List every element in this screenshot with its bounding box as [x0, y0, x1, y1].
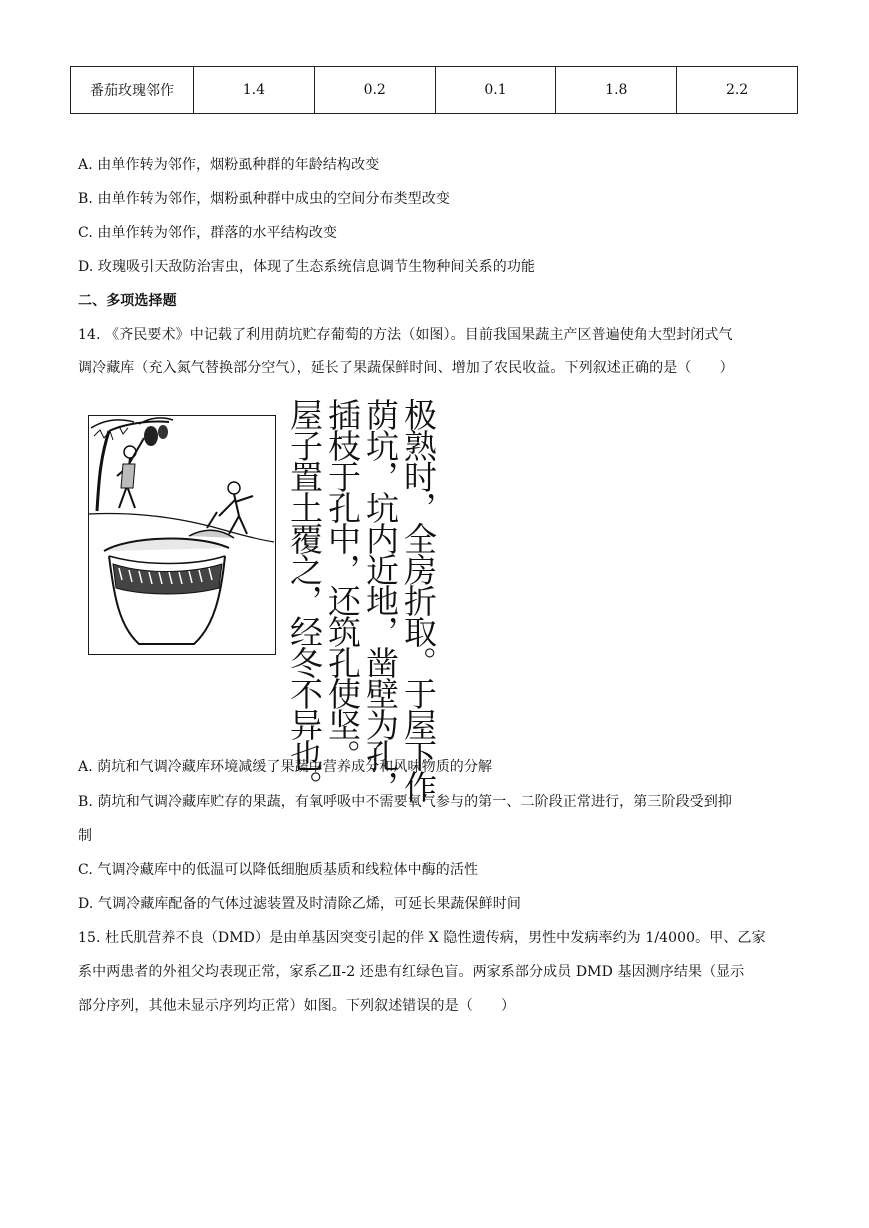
figure-text-column-1: 极熟时，全房折取。于屋下作	[399, 398, 438, 801]
table-cell-label: 番茄玫瑰邻作	[71, 67, 194, 114]
figure-text-column-2: 荫坑，坑内近地，凿壁为孔，	[361, 398, 400, 801]
section-title: 二、多项选择题	[78, 293, 177, 309]
figure-text-column-3: 插枝于孔中，还筑孔使坚。	[323, 398, 362, 770]
figure-caption-vertical-text	[282, 398, 442, 801]
q14-stem-line1: 14. 《齐民要术》中记载了利用荫坑贮存葡萄的方法（如图）。目前我国果蔬主产区普遍使角大型封闭式气	[78, 327, 733, 343]
illustration-drawing	[89, 416, 274, 653]
q13-option-d: D. 玫瑰吸引天敌防治害虫，体现了生态系统信息调节生物种间关系的功能	[78, 259, 536, 275]
q14-stem-line2: 调冷藏库（充入氮气替换部分空气），延长了果蔬保鲜时间、增加了农民收益。下列叙述正确的是（ ）	[78, 360, 734, 376]
q13-option-c: C. 由单作转为邻作，群落的水平结构改变	[78, 225, 338, 241]
q15-stem-line2: 系中两患者的外祖父均表现正常，家系乙Ⅱ-2 还患有红绿色盲。两家系部分成员 DMD 基因测序结果（显示	[78, 964, 745, 980]
q13-option-a: A. 由单作转为邻作，烟粉虱种群的年龄结构改变	[78, 157, 380, 173]
data-table	[70, 66, 798, 114]
table-cell: 1.4	[194, 67, 315, 114]
table-cell: 1.8	[556, 67, 677, 114]
table-cell: 0.1	[435, 67, 556, 114]
figure-text-column-4: 屋子置土覆之，经冬不异也。	[285, 398, 324, 801]
q14-option-d: D. 气调冷藏库配备的气体过滤装置及时清除乙烯，可延长果蔬保鲜时间	[78, 896, 521, 912]
q14-option-b-line2: 制	[78, 828, 93, 844]
q13-option-b: B. 由单作转为邻作，烟粉虱种群中成虫的空间分布类型改变	[78, 191, 450, 207]
pit-storage-illustration	[88, 415, 276, 655]
table-cell: 0.2	[314, 67, 435, 114]
q14-option-a: A. 荫坑和气调冷藏库环境减缓了果蔬中营养成分和风味物质的分解	[78, 759, 493, 775]
table-cell: 2.2	[677, 67, 798, 114]
q15-stem-line1: 15. 杜氏肌营养不良（DMD）是由单基因突变引起的伴 X 隐性遗传病，男性中发病率约为 1/4000。甲、乙家	[78, 930, 766, 946]
table-row	[71, 67, 798, 114]
q15-stem-line3: 部分序列，其他未显示序列均正常）如图。下列叙述错误的是（ ）	[78, 998, 516, 1014]
q14-option-b-line1: B. 荫坑和气调冷藏库贮存的果蔬，有氧呼吸中不需要氧气参与的第一、二阶段正常进行，第三阶段受到抑	[78, 794, 732, 810]
q14-option-c: C. 气调冷藏库中的低温可以降低细胞质基质和线粒体中酶的活性	[78, 862, 479, 878]
